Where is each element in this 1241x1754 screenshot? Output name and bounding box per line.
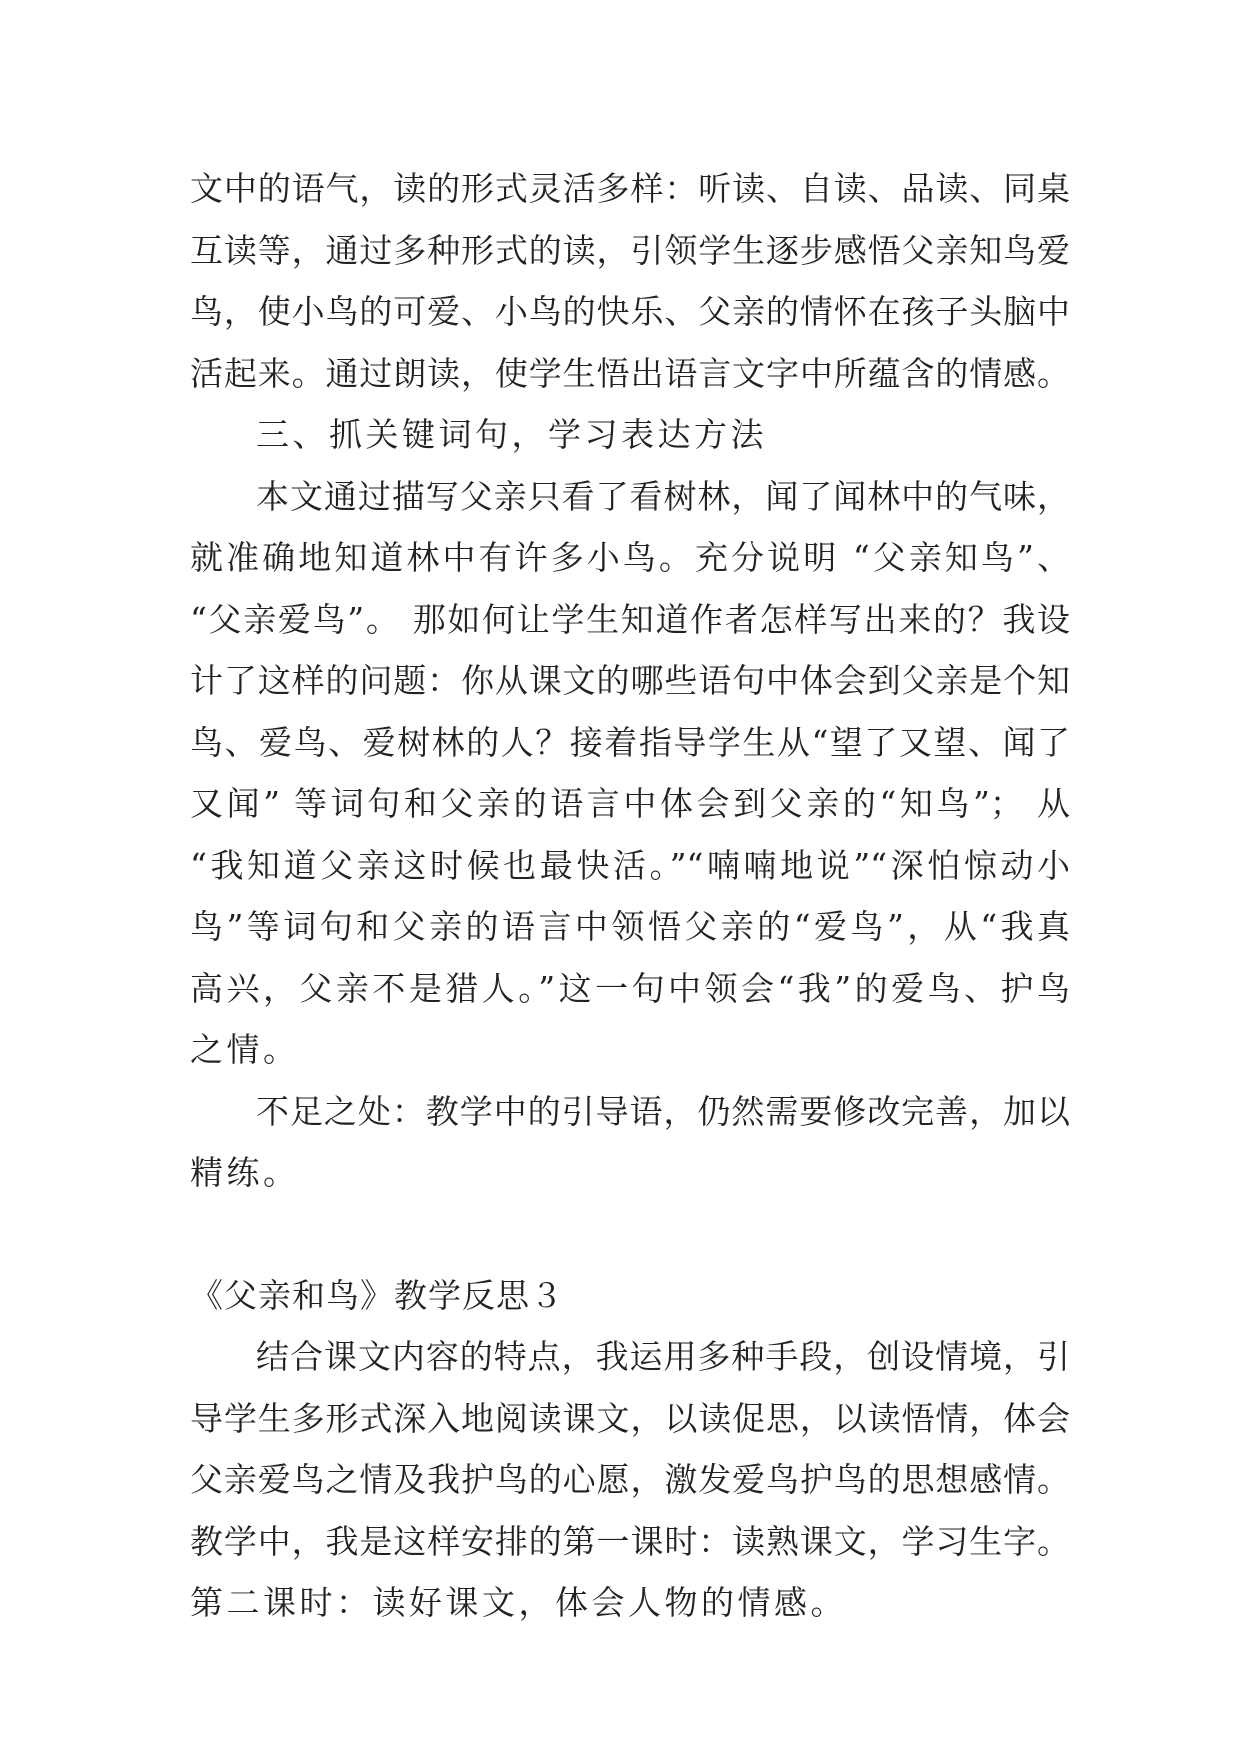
text-line: 导学生多形式深入地阅读课文，以读促思，以读悟情，体会 bbox=[190, 1398, 1070, 1438]
blank-line bbox=[190, 1204, 1070, 1265]
text-line: 鸟，使小鸟的可爱、小鸟的快乐、父亲的情怀在孩子头脑中 bbox=[190, 292, 1070, 331]
text-line: 不足之处：教学中的引导语，仍然需要修改完善，加以 bbox=[256, 1091, 1070, 1131]
text-line: 互读等，通过多种形式的读，引领学生逐步感悟父亲知鸟爱 bbox=[190, 230, 1070, 270]
text-line: 教学中，我是这样安排的第一课时：读熟课文，学习生字。 bbox=[190, 1521, 1070, 1561]
text-line: 鸟”等词句和父亲的语言中领悟父亲的“爱鸟”，从“我真 bbox=[190, 907, 1070, 946]
text-line: 精练。 bbox=[190, 1153, 300, 1192]
text-line: 计了这样的问题：你从课文的哪些语句中体会到父亲是个知 bbox=[190, 661, 1070, 700]
text-line: 第二课时：读好课文，体会人物的情感。 bbox=[190, 1583, 847, 1622]
text-line: “我知道父亲这时候也最快活。”“喃喃地说”“深怕惊动小 bbox=[190, 845, 1070, 885]
document-page bbox=[190, 158, 1070, 1634]
text-line: 文中的语气，读的形式灵活多样：听读、自读、品读、同桌 bbox=[190, 169, 1070, 208]
text-line: 就准确地知道林中有许多小鸟。充分说明 “父亲知鸟”、 bbox=[190, 538, 1070, 577]
text-line: 父亲爱鸟之情及我护鸟的心愿，激发爱鸟护鸟的思想感情。 bbox=[190, 1460, 1070, 1499]
text-line: 结合课文内容的特点，我运用多种手段，创设情境，引 bbox=[256, 1337, 1070, 1376]
paragraph-reading-forms bbox=[190, 158, 1070, 404]
text-line: 高兴，父亲不是猎人。”这一句中领会“我”的爱鸟、护鸟 bbox=[190, 968, 1070, 1008]
section-heading-three: 三、抓关键词句，学习表达方法 bbox=[256, 415, 767, 454]
section-title: 《父亲和鸟》教学反思３ bbox=[190, 1275, 564, 1315]
text-line: 之情。 bbox=[190, 1030, 300, 1069]
text-line: 本文通过描写父亲只看了看树林，闻了闻林中的气味， bbox=[256, 476, 1070, 516]
text-line: 又闻” 等词句和父亲的语言中体会到父亲的“知鸟”； 从 bbox=[190, 784, 1070, 823]
text-line: 活起来。通过朗读，使学生悟出语言文字中所蕴含的情感。 bbox=[190, 353, 1070, 393]
paragraph-reflection-three bbox=[190, 1326, 1070, 1634]
paragraph-key-phrases bbox=[190, 466, 1070, 1081]
paragraph-shortcomings bbox=[190, 1081, 1070, 1204]
text-line: “父亲爱鸟”。 那如何让学生知道作者怎样写出来的？我设 bbox=[190, 599, 1070, 639]
text-line: 鸟、爱鸟、爱树林的人？接着指导学生从“望了又望、闻了 bbox=[190, 722, 1070, 762]
